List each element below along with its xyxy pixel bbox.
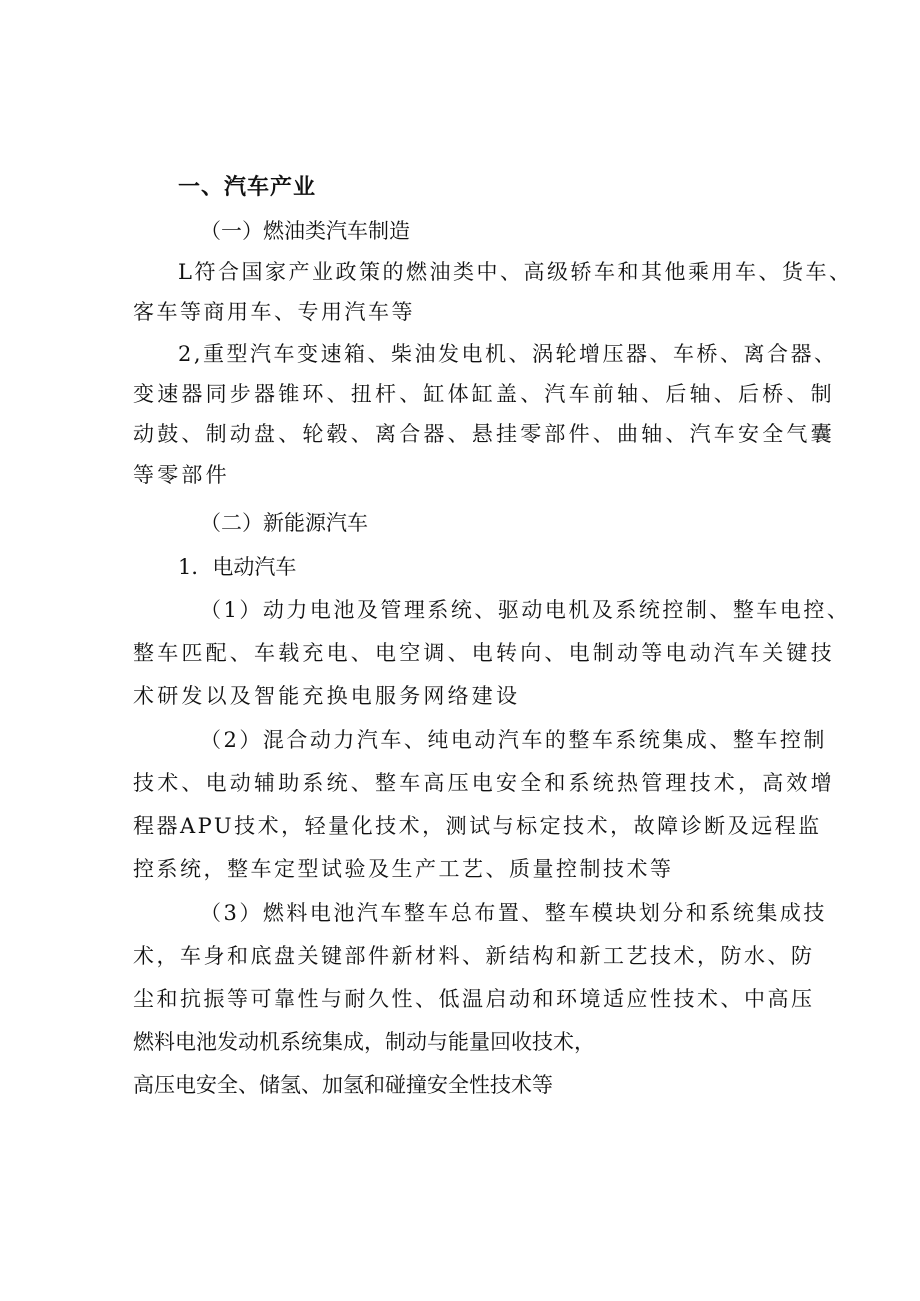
- fuel-item-2-line-1: 2,重型汽车变速箱、柴油发电机、涡轮增压器、车桥、离合器、: [178, 342, 838, 366]
- fuel-item-1-line-2: 客车等商用车、专用汽车等: [133, 300, 415, 324]
- section-title: 一、汽车产业: [178, 175, 317, 200]
- ev-para-2-line-4: 控系统，整车定型试验及生产工艺、质量控制技术等: [133, 857, 674, 881]
- electric-vehicle-title: 1．电动汽车: [178, 555, 297, 579]
- ev-para-1-line-3: 术研发以及智能充换电服务网络建设: [133, 684, 521, 708]
- fuel-item-2-line-3: 动鼓、制动盘、轮毂、离合器、悬挂零部件、曲轴、汽车安全气囊: [133, 422, 835, 446]
- fuel-item-1-line-1: L符合国家产业政策的燃油类中、高级轿车和其他乘用车、货车、: [178, 260, 853, 284]
- ev-para-2-line-3: 程器APU技术，轻量化技术，测试与标定技术，故障诊断及远程监: [133, 814, 822, 838]
- ev-para-3-line-1: （3）燃料电池汽车整车总布置、整车模块划分和系统集成技: [200, 901, 827, 925]
- ev-para-2-line-1: （2）混合动力汽车、纯电动汽车的整车系统集成、整车控制: [200, 728, 827, 752]
- ev-para-1-line-1: （1）动力电池及管理系统、驱动电机及系统控制、整车电控、: [200, 598, 851, 622]
- fuel-item-2-line-2: 变速器同步器锥环、扭杆、缸体缸盖、汽车前轴、后轴、后桥、制: [133, 382, 835, 406]
- ev-para-3-line-3: 尘和抗振等可靠性与耐久性、低温启动和环境适应性技术、中高压: [133, 987, 815, 1011]
- ev-para-3-line-4: 燃料电池发动机系统集成，制动与能量回收技术，: [133, 1030, 595, 1054]
- ev-para-1-line-2: 整车匹配、车载充电、电空调、电转向、电制动等电动汽车关键技: [133, 641, 835, 665]
- fuel-item-2-line-4: 等零部件: [133, 463, 230, 487]
- ev-para-2-line-2: 技术、电动辅助系统、整车高压电安全和系统热管理技术，高效增: [133, 771, 835, 795]
- subsection-title-fuel-vehicles: （一）燃油类汽车制造: [200, 219, 410, 243]
- ev-para-3-line-5: 高压电安全、储氢、加氢和碰撞安全性技术等: [133, 1073, 553, 1097]
- subsection-title-new-energy: （二）新能源汽车: [200, 511, 368, 535]
- ev-para-3-line-2: 术，车身和底盘关键部件新材料、新结构和新工艺技术，防水、防: [133, 944, 815, 968]
